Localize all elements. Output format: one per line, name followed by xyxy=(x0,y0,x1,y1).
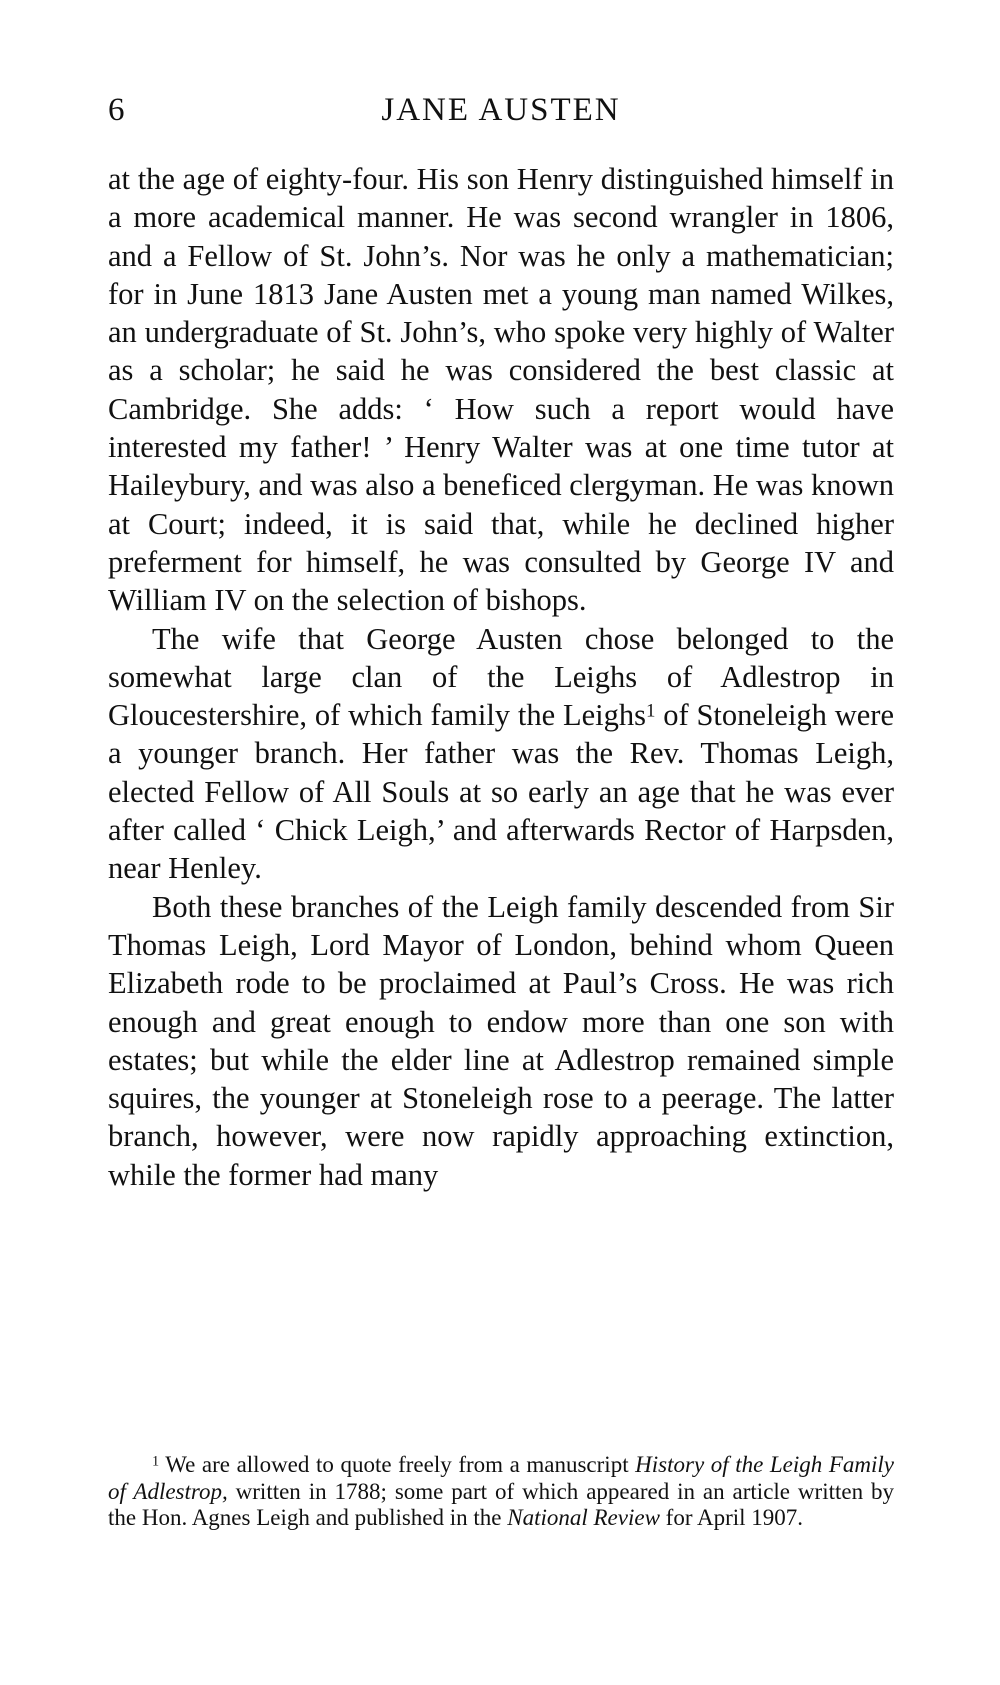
body-text xyxy=(108,160,894,1194)
footnote-reference-1: 1 xyxy=(645,700,656,722)
footnote-title-history: History of the Leigh Family of Adlestrop, xyxy=(108,1452,894,1504)
footnote-text-3: for April 1907. xyxy=(659,1505,804,1530)
paragraph-1: at the age of eighty-four. His son Henry distinguished himself in a more academical manner. He was second wrangler in 1806, and a Fellow of St. John’s. Nor was he only a mathematician; for in June 1813 Jane Austen met a young man named Wilkes, an undergraduate of St. John’s, who spoke very highly of Walter as a scholar; he said he was considered the best classic at Cambridge. She adds: ‘ How such a report would have interested my father! ’ Henry Walter was at one time tutor at Haileybury, and was also a beneficed clergyman. He was known at Court; indeed, it is said that, while he declined higher preferment for himself, he was consulted by George IV and William IV on the selection of bishops. xyxy=(108,162,894,618)
footnote-mark: 1 xyxy=(152,1453,160,1470)
paragraph-3: Both these branches of the Leigh family descended from Sir Thomas Leigh, Lord Mayor of London, behind whom Queen Elizabeth rode to be proclaimed at Paul’s Cross. He was rich enough and great enough to endow more than one son with estates; but while the elder line at Adlestrop remained simple squires, the younger at Stoneleigh rose to a peerage. The latter branch, however, were now rapidly approaching extinction, while the former had many xyxy=(108,889,894,1192)
page-number: 6 xyxy=(108,92,126,128)
paragraph-2-text-a: The wife that George Austen chose belonged to the somewhat large clan of the Leighs of Adlestrop in Gloucestershire, of which family the Leighs xyxy=(108,621,894,733)
paragraph-2-text-b: of Stoneleigh were a younger branch. Her father was the Rev. Thomas Leigh, elected Fellow of All Souls at so early an age that he was ever after called ‘ Chick Leigh,’ and afterwards Rector of Harpsden, near Henley. xyxy=(108,698,895,886)
footnote-1 xyxy=(108,1452,894,1532)
footnote-text-1: We are allowed to quote freely from a manuscript xyxy=(159,1452,636,1477)
footnote-text-2: written in 1788; some part of which appeared in an article written by the Hon. Agnes Leigh and published in the xyxy=(108,1478,894,1530)
page-header xyxy=(108,92,894,142)
running-title: JANE AUSTEN xyxy=(381,92,621,128)
paragraph-2 xyxy=(108,620,894,888)
footnote-title-review: National Review xyxy=(507,1505,660,1530)
footnotes xyxy=(108,1452,894,1532)
